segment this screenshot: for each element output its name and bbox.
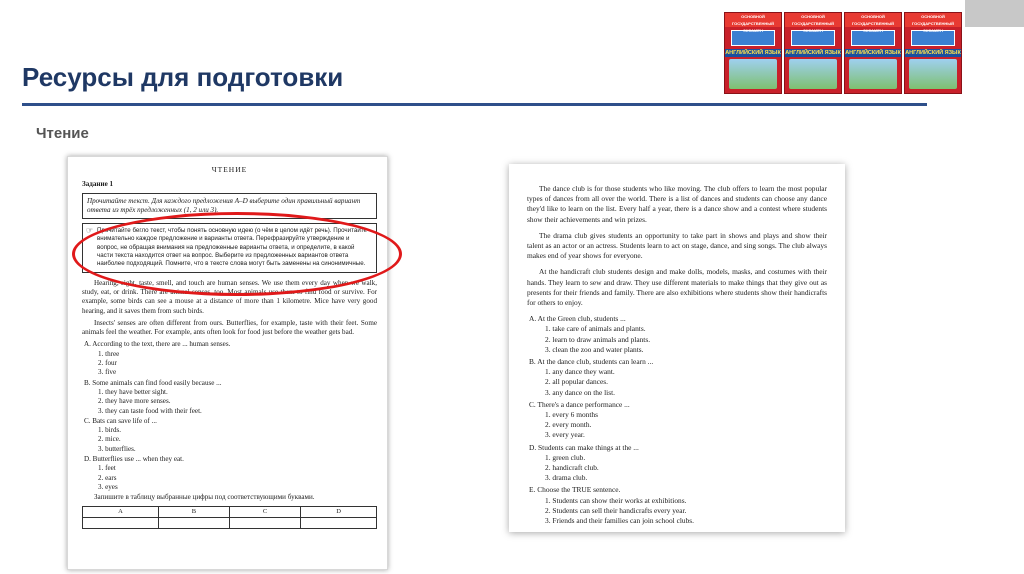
question-item [527,314,827,355]
question-item [527,400,827,441]
answer-option: 1. birds. [98,426,122,435]
answer-option: 1. three [98,349,120,358]
answer-option: 2. ears [98,473,117,482]
left-paragraph: Insects' senses are often different from ours. Butterflies, for example, taste with their feet. Some animals feel the weather. For example, ants often look for food just before the weather gets bad. [82,318,377,337]
answer-table-header: D [301,506,377,517]
table-instruction: Запишите в таблицу выбранные цифры под соответствующими буквами. [94,493,315,502]
answer-option: 3. eyes [98,482,118,491]
question-item [527,485,827,526]
answer-option: 2. they have more senses. [98,397,171,406]
question-stem: B. Some animals can find food easily because ... [84,378,222,387]
answer-option: 3. drama club. [545,473,588,483]
right-paragraph: The dance club is for those students who like moving. The club offers to learn the most popular types of dances from all over the world. There is a list of dances and students can choose any dance they'd like to learn on the list. Every half a year, there is a dance show and a contest where students show their achievements and win prizes. [527,184,827,224]
book-covers [724,12,962,94]
right-question-list [527,314,827,526]
answer-option: 3. any dance on the list. [545,387,615,397]
question-stem: A. According to the text, there are ... human senses. [84,340,231,349]
right-paragraph: At the handicraft club students design and make dolls, models, masks, and costumes with their hands. They learn to sew and draw. They use different materials to make things that they give out as presents for their friends and family. There are also exhibitions where students show their handicrafts for others to enjoy. [527,267,827,308]
corner-grey-block [965,0,1024,27]
question-item [82,455,377,492]
book-cover [904,12,962,94]
book-title: АНГЛИЙСКИЙ ЯЗЫК [905,50,961,56]
answer-option: 3. they can taste food with their feet. [98,406,202,415]
answer-option: 1. Students can show their works at exhibitions. [545,495,687,505]
book-cover [844,12,902,94]
answer-option: 3. every year. [545,430,585,440]
left-question-list [82,340,377,492]
book-cover [724,12,782,94]
hint-text: Прочитайте бегло текст, чтобы понять основную идею (о чём в целом идёт речь). Прочитайте внимательно каждое предложение и варианты ответа. Перефразируйте утверждение и вопрос, не обращая внимания на предложенные варианты ответа, и определите, в какой части текста находится ответ на вопрос. Выберите из предложенных вариантов ответа наиболее подходящий. Помните, что в тексте слова могут быть заменены на синонимичные. [97,227,367,268]
question-stem: A. At the Green club, students ... [529,314,626,324]
answer-option: 1. every 6 months [545,410,598,420]
question-stem: D. Students can make things at the ... [529,442,639,452]
book-series-label: ОСНОВНОЙ ГОСУДАРСТВЕННЫЙ ЭКЗАМЕН [785,13,841,27]
answer-option: 1. green club. [545,452,586,462]
book-series-label: ОСНОВНОЙ ГОСУДАРСТВЕННЫЙ ЭКЗАМЕН [905,13,961,27]
book-series-label: ОСНОВНОЙ ГОСУДАРСТВЕННЫЙ ЭКЗАМЕН [845,13,901,27]
question-item [82,379,377,416]
question-stem: D. Butterflies use ... when they eat. [84,455,184,464]
instruction-box: Прочитайте текст. Для каждого предложения A–D выберите один правильный вариант ответа из трёх предложенных (1, 2 или 3). [82,193,377,220]
answer-option: 3. Friends and their families can join school clubs. [545,516,695,526]
left-paragraph: Hearing, sight, taste, smell, and touch are human senses. We use them every day when we walk, study, eat, or drink. There are animal senses, too. Most animals use them to find food or survive. For example, some birds can see a mouse at a distance of more than 1 kilometre. Mice have very good hearing, and it saves them from such birds. [82,278,377,315]
answer-cell [158,517,229,528]
answer-option: 2. mice. [98,435,121,444]
question-item [527,443,827,484]
right-page [509,164,845,532]
answer-cell [229,517,300,528]
book-title: АНГЛИЙСКИЙ ЯЗЫК [785,50,841,56]
answer-table-header: C [229,506,300,517]
task-label: Задание 1 [82,180,114,189]
answer-option: 1. they have better sight. [98,387,168,396]
book-title: АНГЛИЙСКИЙ ЯЗЫК [725,50,781,56]
title-divider [22,103,927,106]
question-stem: C. Bats can save life of ... [84,416,157,425]
answer-option: 2. Students can sell their handicrafts every year. [545,505,687,515]
book-title: АНГЛИЙСКИЙ ЯЗЫК [845,50,901,56]
book-illustration [909,59,957,89]
answer-cell [83,517,159,528]
answer-option: 2. handicraft club. [545,463,599,473]
question-stem: B. At the dance club, students can learn ... [529,357,654,367]
answer-cell [301,517,377,528]
answer-option: 2. learn to draw animals and plants. [545,334,651,344]
section-label: Чтение [36,125,89,142]
question-stem: C. There's a dance performance ... [529,399,630,409]
left-page [67,156,388,570]
doc-heading: ЧТЕНИЕ [211,165,248,174]
question-item [82,340,377,377]
answer-option: 2. four [98,359,117,368]
answer-table [82,506,377,529]
book-cover [784,12,842,94]
answer-option: 1. take care of animals and plants. [545,324,646,334]
book-illustration [729,59,777,89]
answer-option: 1. any dance they want. [545,367,615,377]
book-illustration [849,59,897,89]
question-stem: E. Choose the TRUE sentence. [529,485,621,495]
answer-option: 2. all popular dances. [545,377,609,387]
question-item [527,357,827,398]
book-series-label: ОСНОВНОЙ ГОСУДАРСТВЕННЫЙ ЭКЗАМЕН [725,13,781,27]
book-illustration [789,59,837,89]
answer-option: 3. five [98,368,117,377]
hint-icon: ☞ [86,226,94,236]
answer-option: 1. feet [98,464,116,473]
answer-table-header: B [158,506,229,517]
question-item [82,417,377,454]
answer-option: 3. clean the zoo and water plants. [545,344,644,354]
answer-table-header: A [83,506,159,517]
slide-title: Ресурсы для подготовки [22,62,344,92]
answer-option: 3. butterflies. [98,444,136,453]
answer-option: 2. every month. [545,420,592,430]
hint-box [82,223,377,272]
right-paragraph: The drama club gives students an opportunity to take part in shows and plays and show their talent as an actor or an actress. Students learn to act on stage, dance, and sing songs. The club always makes end of year shows for everyone. [527,230,827,261]
